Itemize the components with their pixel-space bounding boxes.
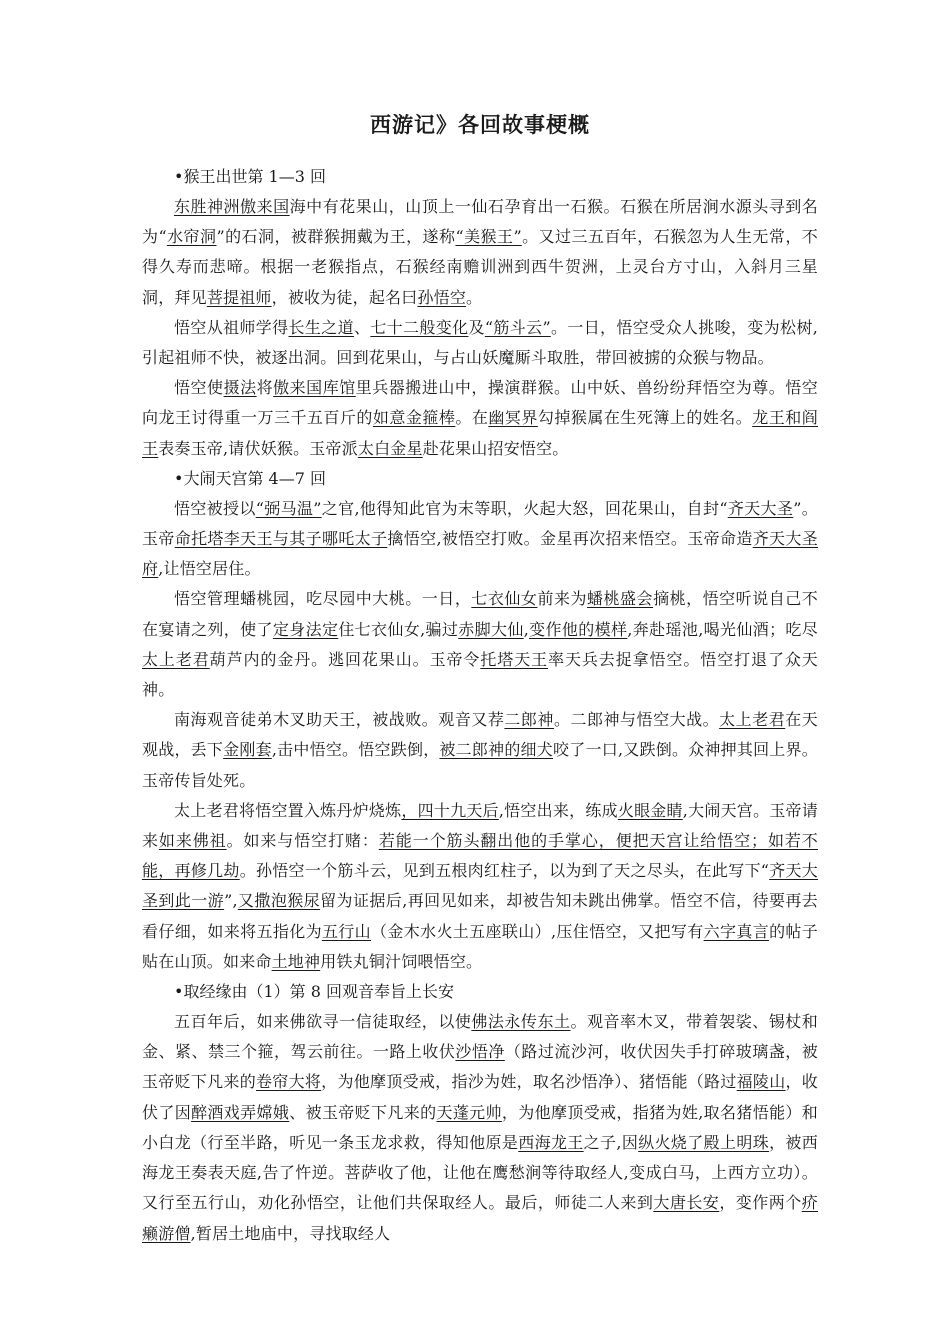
underlined-term: 变作他的模样 [529, 619, 628, 639]
underlined-term: 如意金箍棒 [372, 408, 456, 428]
text-run: 在天观战，丢下 [142, 710, 818, 760]
text-run: 勾掉猴属在生死簿上的姓名。 [537, 408, 753, 428]
underlined-term: 托塔天王 [480, 649, 549, 669]
underlined-term: 如来佛祖 [158, 831, 227, 851]
text-run: 悟空管理蟠桃园，吃尽园中大桃。一日， [174, 589, 472, 609]
text-run: ，为他摩顶受戒，指猪为姓,取名猪悟能）和小白龙（行至半路，听见一条玉龙求救，得知他原是 [142, 1102, 818, 1152]
text-run: 。在 [455, 408, 489, 428]
paragraph [142, 313, 818, 373]
underlined-term: 齐天大圣 [727, 498, 794, 518]
underlined-term: 疥癞游僧 [142, 1193, 818, 1243]
paragraph [142, 494, 818, 585]
underlined-term: 火眼金睛 [617, 800, 683, 820]
text-run: ,奔赴瑶池,喝光仙酒；吃尽 [627, 619, 818, 639]
underlined-term: 菩提祖师 [206, 287, 272, 307]
text-run: ”, [224, 891, 238, 911]
underlined-term: 水帘洞 [166, 227, 217, 247]
underlined-term: 七衣仙女 [471, 589, 538, 609]
text-run: , [523, 619, 529, 639]
text-run: 住七衣仙女,骗过 [338, 619, 459, 639]
text-run: 、被玉帝贬下凡来的 [289, 1102, 437, 1122]
underlined-term: 赤脚大仙 [458, 619, 524, 639]
underlined-term: 定身法定 [272, 619, 339, 639]
text-run: ”。玉帝 [142, 498, 818, 549]
section-havoc-in-heaven [142, 464, 818, 977]
paragraph [142, 796, 818, 977]
underlined-term: 天蓬元帅 [436, 1102, 502, 1122]
section-heading: •取经缘由（1）第 8 回观音奉旨上长安 [174, 982, 454, 1002]
text-run: ，被西海龙王奏表天庭,告了忤逆。菩萨收了他，让他在鹰愁涧等待取经人,变成白马，上西方立功）。又行至五行山，劝化孙悟空，让他们共保取经人。最后，师徒二人来到 [142, 1132, 818, 1213]
underlined-term: 齐天大圣府 [142, 529, 818, 579]
text-run: 。孙悟空一个筋斗云，见到五根肉红柱子，以为到了天之尽头，在此写下“ [239, 861, 770, 881]
document-title: 西游记》各回故事梗概 [370, 113, 590, 137]
text-run: ,悟空出来，练成 [498, 800, 618, 820]
underlined-term: 西海龙王 [518, 1132, 584, 1152]
text-run: （金木水火土五座联山）,压住悟空，又把写有 [371, 921, 704, 941]
text-run: ,让悟空居住。 [158, 559, 261, 579]
text-run: 。观音率木叉，带着袈裟、锡杖和金、紧、禁三个箍，驾云前往。一路上收伏 [142, 1012, 818, 1062]
underlined-term: 长生之道 [288, 317, 354, 337]
text-run: ，收伏了因 [142, 1072, 819, 1122]
text-run: 。一日，悟空受众人挑唆，变为松树,引起祖师不快，被逐出洞。回到花果山，与占山妖魔厮斗取胜，带回被掳的众猴与物品。 [142, 317, 818, 368]
text-run: 摘桃，悟空听说自己不在宴请之列，使了 [142, 589, 818, 639]
underlined-term: 福陵山 [736, 1072, 786, 1092]
underlined-term: 齐天大圣到此一游 [142, 861, 819, 911]
underlined-term: 命托塔李天王与其子哪吒太子 [174, 529, 388, 549]
underlined-term: 太上老君 [142, 649, 210, 669]
underlined-term: 若能一个筋头翻出他的手掌心，便把天宫让给悟空；如若不能，再修几劫 [142, 831, 818, 881]
text-run: 太上老君将悟空置入炼丹炉烧炼 [174, 800, 402, 820]
text-run: ，为他摩顶受戒，指沙为姓，取名沙悟净）、猪悟能（路过 [321, 1072, 737, 1092]
underlined-term: ，四十九天后 [401, 800, 499, 820]
text-run: ,大闹天宫。玉帝请来 [142, 800, 819, 851]
underlined-term: 幽冥界 [488, 408, 538, 428]
underlined-term: 又撒泡猴尿 [237, 891, 321, 911]
text-run: 之官,他得知此官为末等职，火起大怒，回花果山，自封“ [321, 498, 728, 518]
underlined-term: 龙王和阎王 [142, 408, 818, 458]
paragraph [142, 192, 818, 313]
text-run: 南海观音徒弟木叉助天王，被战败。观音又荐 [174, 710, 505, 730]
text-run: 悟空从祖师学得 [174, 317, 289, 337]
underlined-term: 五行山 [321, 921, 372, 941]
underlined-term: 卷帘大将 [256, 1072, 322, 1092]
underlined-term: 沙悟净 [455, 1042, 505, 1062]
text-run: ,暂居土地庙中，寻找取经人 [190, 1223, 391, 1243]
underlined-term: 东胜神洲傲来国 [174, 197, 290, 216]
underlined-term: 孙悟空 [417, 287, 467, 307]
text-run: 表奏玉帝,请伏妖猴。玉帝派 [158, 438, 358, 458]
underlined-term: 太上老君 [719, 710, 786, 730]
section-heading: •大闹天宫第 4—7 回 [174, 468, 326, 488]
underlined-term: 醉酒戏弄嫦娥 [191, 1102, 290, 1122]
text-run: 赴花果山招安悟空。 [422, 438, 569, 458]
text-run: ”的石洞，被群猴拥戴为王，遂称 [216, 227, 456, 247]
underlined-term: 金刚套 [223, 740, 272, 760]
text-run: ，变作两个 [719, 1193, 802, 1213]
underlined-term: 二郎神 [504, 710, 554, 730]
text-run: 。如来与悟空打赌： [226, 831, 379, 851]
section-origin-of-pilgrimage [142, 977, 818, 1249]
text-run: 。又过三五百年，石猴忽为人生无常，不得久寿而悲啼。根据一老猴指点，石猴经南赡训洲到西牛贺洲，上灵台方寸山，入斜月三星洞，拜见 [142, 227, 818, 307]
underlined-term: 土地神 [271, 951, 321, 971]
text-run: ,击中悟空。悟空跌倒， [271, 740, 440, 760]
underlined-term: 纵火烧了殿上明珠 [638, 1132, 770, 1152]
paragraph [142, 705, 818, 796]
paragraph [142, 373, 818, 464]
section-heading: •猴王出世第 1—3 回 [174, 167, 326, 186]
text-run: 。 [466, 287, 483, 307]
underlined-term: 蟠桃盛会 [587, 589, 654, 609]
text-run: 将 [256, 378, 274, 398]
underlined-term: 大唐长安 [653, 1193, 720, 1213]
underlined-term: “美猴王” [455, 227, 522, 247]
text-run: ，被收为徒，起名曰 [271, 287, 418, 307]
underlined-term: “筋斗云” [484, 317, 551, 337]
text-run: 。二郎神与悟空大战。 [553, 710, 720, 730]
text-run: 前来为 [537, 589, 587, 609]
text-run: 悟空使 [174, 378, 224, 398]
text-run: 的帖子贴在山顶。如来命 [142, 921, 818, 971]
text-run: 悟空被授以 [174, 498, 256, 518]
text-run: 之子,因 [583, 1132, 639, 1152]
text-run: 咬了一口,又跌倒。众神押其回上界。玉帝传旨处死。 [142, 740, 818, 790]
underlined-term: 傲来国库馆 [273, 378, 356, 398]
text-run: 葫芦内的金丹。逃回花果山。玉帝令 [209, 649, 481, 669]
underlined-term: “弼马温” [255, 498, 322, 518]
section-monkey-king-born [142, 162, 818, 464]
underlined-term: 太白金星 [357, 438, 423, 458]
underlined-term: 佛法永传东土 [471, 1012, 571, 1032]
text-run: 里兵器搬进山中，操演群猴。山中妖、兽纷纷拜悟空为尊。悟空向龙王讨得重一万三千五百斤的 [142, 378, 818, 428]
paragraph [142, 1007, 818, 1249]
text-run: 擒悟空,被悟空打败。金星再次招来悟空。玉帝命造 [387, 529, 753, 549]
underlined-term: 六字真言 [703, 921, 770, 941]
text-run: 五百年后，如来佛欲寻一信徒取经，以使 [174, 1012, 472, 1032]
underlined-term: 摄法 [223, 378, 257, 398]
text-run: 海中有花果山，山顶上一仙石孕育出一石猴。石猴在所居涧水源头寻到名为“ [142, 197, 818, 247]
text-run: 留为证据后,再回见如来，却被告知未跳出佛掌。悟空不信，待要再去看仔细，如来将五指化为 [142, 891, 818, 941]
text-run: （路过流沙河，收伏因失手打碎玻璃盏，被玉帝贬下凡来的 [142, 1042, 818, 1092]
text-run: 用铁丸铜汁饲喂悟空。 [320, 951, 483, 971]
paragraph [142, 584, 818, 705]
underlined-term: 七十二般变化 [370, 317, 469, 337]
underlined-term: 被二郎神的细犬 [439, 740, 554, 760]
text-run: 、 [353, 317, 371, 337]
text-run: 及 [468, 317, 485, 337]
text-run: 率天兵去捉拿悟空。悟空打退了众天神。 [142, 649, 818, 700]
